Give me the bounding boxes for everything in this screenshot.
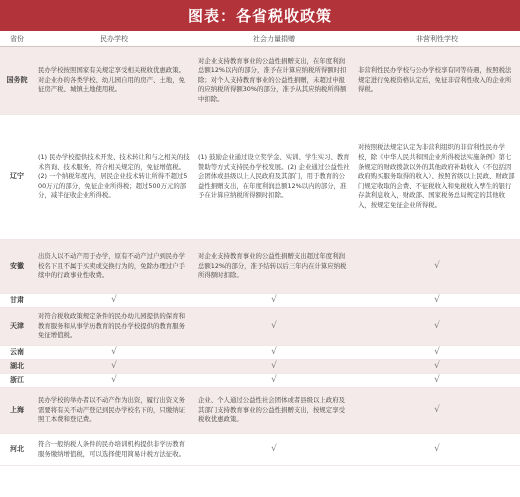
province-cell: 国务院	[0, 47, 34, 115]
header-minban: 民办学校	[34, 31, 194, 47]
header-row	[0, 31, 520, 47]
juanzeng-cell: 企业、个人通过公益性社会团体或者县级以上政府及其部门支持教育事业的公益性捐赠支出，按规定享受税收优惠政策。	[194, 388, 354, 434]
check-mark: √	[354, 360, 520, 374]
table-row	[0, 374, 520, 388]
province-cell: 河北	[0, 434, 34, 466]
table-row	[0, 434, 520, 466]
check-mark: √	[354, 294, 520, 308]
province-cell: 辽宁	[0, 115, 34, 240]
table-row	[0, 360, 520, 374]
check-mark: √	[34, 360, 194, 374]
table-row	[0, 240, 520, 294]
check-mark: √	[194, 308, 354, 346]
minban-cell: 民办学校的举办者以不动产作为出资，履行出资义务需要将有关不动产登记到民办学校名下的，只缴纳证照工本费和登记费。	[34, 388, 194, 434]
table-row	[0, 308, 520, 346]
table-row	[0, 294, 520, 308]
table-row	[0, 115, 520, 240]
check-mark: √	[354, 388, 520, 434]
header-juanzeng: 社会力量捐赠	[194, 31, 354, 47]
juanzeng-cell: (1) 鼓励企业通过设立奖学金、实训、学生实习、教育赞助等方式支持民办学校发展。(2) 企业通过公益性社会团体或县级以上人民政府及其部门，用于教育的公益性捐赠支出，在年度利润总额12%以内的部分，准予在计算应纳税所得额时扣除。	[194, 115, 354, 240]
check-mark: √	[34, 346, 194, 360]
minban-cell: 符合一般纳税人条件的民办培训机构提供非学历教育服务缴纳增值税，可以选择使用简易计税方法征收。	[34, 434, 194, 466]
check-mark: √	[354, 308, 520, 346]
check-mark: √	[194, 294, 354, 308]
province-cell: 天津	[0, 308, 34, 346]
feiyingli-cell: 对按照税法规定认定为非营利组织的非营利性民办学校，除《中华人民共和国企业所得税法实施条例》第七条规定的财政拨款以外的其他政府补助收入（不包括因政府购买服务取得的收入）、按照省级以上民政、财政部门规定收取的会费、不征税收入和免税收入孳生的银行存款利息收入，财政部、国家税务总局规定的其他收入，按规定免征企业所得税。	[354, 115, 520, 240]
province-cell: 甘肃	[0, 294, 34, 308]
table-row	[0, 388, 520, 434]
check-mark: √	[354, 346, 520, 360]
province-cell: 上海	[0, 388, 34, 434]
table-row	[0, 47, 520, 115]
check-mark: √	[354, 434, 520, 466]
minban-cell: 对符合税收政策规定条件的民办幼儿园提供的保育和教育服务和从事学历教育的民办学校提供的教育服务免征增值税。	[34, 308, 194, 346]
juanzeng-cell: 对企业支持教育事业的公益性捐赠支出，在年度利润总额12%以内的部分，准予在计算应纳税所得额时扣除；对个人支持教育事业的公益性捐赠，未超过申报的应纳税所得额30%的部分，准予从其应纳税所得额中扣除。	[194, 47, 354, 115]
province-cell: 浙江	[0, 374, 34, 388]
province-cell: 湖北	[0, 360, 34, 374]
check-mark: √	[194, 374, 354, 388]
check-mark: √	[354, 374, 520, 388]
check-mark: √	[194, 360, 354, 374]
juanzeng-cell: 对企业支持教育事业的公益性捐赠支出超过年度利润总额12%的部分，准予结转以后三年内在计算应纳税所得额时扣除。	[194, 240, 354, 294]
check-mark: √	[34, 294, 194, 308]
table-row	[0, 346, 520, 360]
check-mark: √	[194, 346, 354, 360]
feiyingli-cell: 非营利性民办学校与公办学校享有同等待遇，按照税法规定进行免税资格认定后，免征非营利性收入的企业所得税。	[354, 47, 520, 115]
check-mark: √	[194, 434, 354, 466]
province-cell: 云南	[0, 346, 34, 360]
page-title: 图表：各省税收政策	[0, 0, 520, 31]
policy-table	[0, 31, 520, 466]
province-cell: 安徽	[0, 240, 34, 294]
minban-cell: 民办学校按照国家有关规定享受相关税收优惠政策。对企业办的各类学校、幼儿园自用的房产、土地，免征房产税、城镇土地使用税。	[34, 47, 194, 115]
minban-cell: (1) 民办学校提供技术开发、技术转让和与之相关的技术咨询、技术服务，符合相关规定的，免征增值税。(2) 一个纳税年度内，居民企业技术转让所得不超过500万元的部分，免征企业所得税；超过500万元的部分，减半征收企业所得税。	[34, 115, 194, 240]
check-mark: √	[354, 240, 520, 294]
check-mark: √	[34, 374, 194, 388]
minban-cell: 出资人以不动产用于办学，原有不动产过户到民办学校名下且不属于买卖或交换行为的，免除办理过户手续中的行政事业性收费。	[34, 240, 194, 294]
header-feiyingli: 非营利性学校	[354, 31, 520, 47]
header-province: 省份	[0, 31, 34, 47]
